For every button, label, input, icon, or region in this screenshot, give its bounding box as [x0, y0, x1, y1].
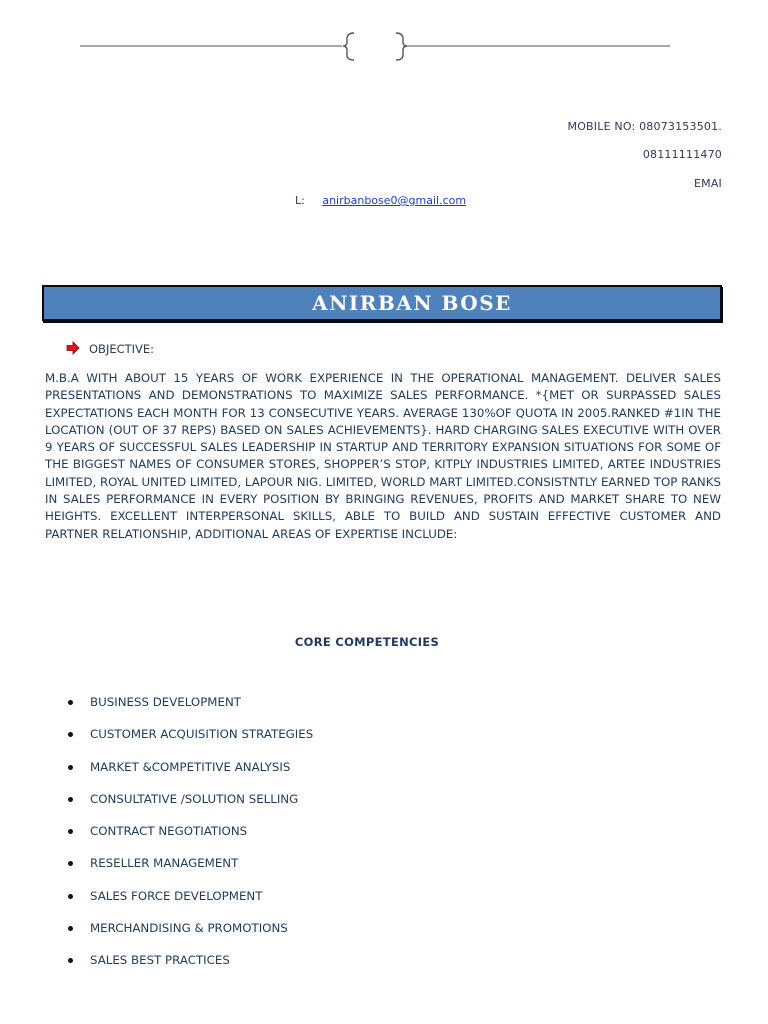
list-item — [66, 888, 313, 920]
objective-text: M.B.A WITH ABOUT 15 YEARS OF WORK EXPERIENCE IN THE OPERATIONAL MANAGEMENT. DELIVER SALES PRESENTATIONS AND DEMONSTRATIONS TO MAXIMIZE SALES PERFORMANCE. *{MET OR SURPASSED SALES EXPECTATIONS EACH MONTH FOR 13 CONSECUTIVE YEARS. AVERAGE 130%OF QUOTA IN 2005.RANKED #1IN THE LOCATION (OUT OF 37 REPS) BASED ON SALES ACHIEVEMENTS}. HARD CHARGING SALES EXECUTIVE WITH OVER 9 YEARS OF SUCCESSFUL SALES LEADERSHIP IN STARTUP AND TERRITORY EXPANSION SITUATIONS FOR SOME OF THE BIGGEST NAMES OF CONSUMER STORES, SHOPPER’S STOP, KITPLY INDUSTRIES LIMITED, ARTEE INDUSTRIES LIMITED, ROYAL UNITED LIMITED, LAPOUR NIG. LIMITED, WORLD MART LIMITED.CONSISTNTLY EARNED TOP RANKS IN SALES PERFORMANCE IN EVERY POSITION BY BRINGING REVENUES, PROFITS AND MARKET SHARE TO NEW HEIGHTS. EXCELLENT INTERPERSONAL SKILLS, ABLE TO BUILD AND SUSTAIN EFFECTIVE CUSTOMER AND PARTNER RELATIONSHIP, ADDITIONAL AREAS OF EXPERTISE INCLUDE: — [45, 371, 721, 541]
competency-label: CONTRACT NEGOTIATIONS — [90, 824, 248, 839]
list-item — [66, 759, 313, 791]
bullet-icon — [68, 829, 73, 834]
objective-heading — [66, 341, 154, 356]
email-label: L: — [295, 194, 305, 207]
competency-label: CONSULTATIVE /SOLUTION SELLING — [90, 791, 299, 806]
candidate-name: ANIRBAN BOSE — [312, 291, 512, 315]
mobile-number: MOBILE NO: 08073153501. — [567, 120, 722, 133]
email-link[interactable]: anirbanbose0@gmail.com — [322, 194, 467, 207]
bullet-icon — [68, 765, 73, 770]
list-item — [66, 791, 313, 823]
bullet-icon — [68, 958, 73, 963]
list-item — [66, 823, 313, 855]
right-arrow-icon — [66, 341, 80, 355]
secondary-phone: 08111111470 — [642, 148, 722, 161]
list-item — [66, 855, 313, 887]
email-prefix: EMAI — [693, 177, 722, 190]
bullet-icon — [68, 926, 73, 931]
objective-heading-label: OBJECTIVE: — [89, 342, 155, 356]
list-item — [66, 726, 313, 758]
competency-label: SALES FORCE DEVELOPMENT — [90, 888, 263, 903]
competency-label: MARKET &COMPETITIVE ANALYSIS — [90, 759, 291, 774]
name-banner — [42, 285, 722, 321]
competency-label: MERCHANDISING & PROMOTIONS — [90, 921, 288, 936]
competency-label: BUSINESS DEVELOPMENT — [90, 695, 241, 709]
competency-label: RESELLER MANAGEMENT — [90, 856, 239, 871]
bullet-icon — [68, 797, 73, 802]
bullet-icon — [68, 732, 73, 737]
list-item — [66, 920, 313, 952]
core-competencies-title: CORE COMPETENCIES — [294, 635, 440, 649]
competency-label: CUSTOMER ACQUISITION STRATEGIES — [90, 727, 314, 742]
competency-label: SALES BEST PRACTICES — [90, 953, 230, 968]
competency-list — [66, 694, 313, 985]
bullet-icon — [68, 861, 73, 866]
bullet-icon — [68, 700, 73, 705]
list-item — [66, 952, 313, 984]
bullet-icon — [68, 894, 73, 899]
header-ornament — [80, 30, 670, 64]
email-row — [295, 194, 466, 207]
list-item — [66, 694, 313, 726]
